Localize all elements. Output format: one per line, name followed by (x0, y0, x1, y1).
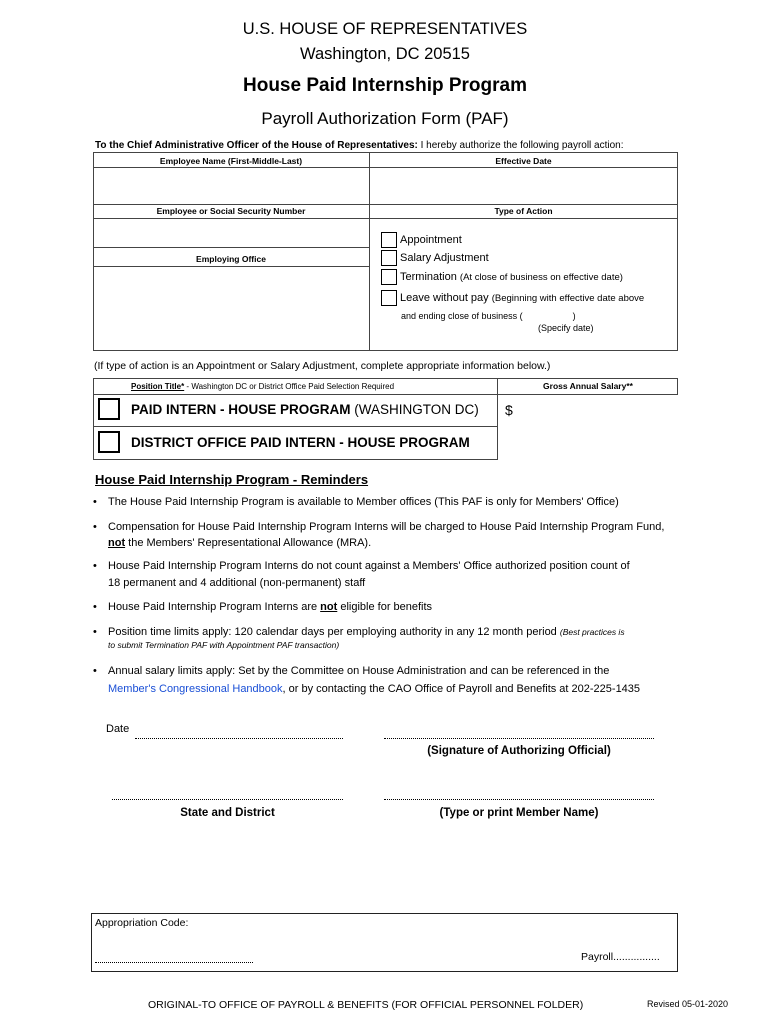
header-line2: Washington, DC 20515 (300, 45, 470, 63)
ssn-field[interactable] (94, 219, 368, 247)
form-title: House Paid Internship Program (243, 75, 527, 96)
reminder-4-text: House Paid Internship Program Interns are (108, 601, 321, 613)
reminder-2: • Compensation for House Paid Internship Program Interns will be charged to House Paid Internship Program Fund, not the Members' Representational Allowance (MRA). (93, 521, 665, 549)
footer-original: ORIGINAL-TO OFFICE OF PAYROLL & BENEFITS (FOR OFFICIAL PERSONNEL FOLDER) (148, 999, 584, 1011)
termination-note: (At close of business on effective date) (459, 272, 623, 283)
reminder-4-not: not (320, 601, 338, 613)
reminder-6: • Annual salary limits apply: Set by the Committee on House Administration and can be referenced in the (93, 665, 610, 677)
reminder-3-line1: House Paid Internship Program Interns do not count against a Members' Office authorized position count of (108, 560, 630, 572)
district-intern-position: DISTRICT OFFICE PAID INTERN - HOUSE PROGRAM (131, 435, 470, 450)
lwop-end-date-line: and ending close of business ( ) (401, 311, 576, 321)
dc-intern-rest: (WASHINGTON DC) (350, 402, 479, 417)
termination-checkbox[interactable] (381, 269, 397, 285)
signature-line[interactable] (384, 738, 654, 739)
reminder-6-line1: Annual salary limits apply: Set by the Committee on House Administration and can be referenced in the (108, 665, 610, 677)
reminder-1-text: The House Paid Internship Program is available to Member offices (This PAF is only for Members' Office) (108, 496, 619, 508)
table-rule (497, 378, 678, 379)
table-rule (93, 459, 498, 460)
state-district-label: State and District (180, 807, 275, 819)
salary-adjustment-checkbox[interactable] (381, 250, 397, 266)
reminder-3: • House Paid Internship Program Interns do not count against a Members' Office authorized position count of (93, 560, 630, 572)
employee-name-label: Employee Name (First-Middle-Last) (159, 156, 303, 166)
intro-text (95, 140, 624, 151)
position-title-header (131, 382, 394, 391)
district-intern-checkbox[interactable] (98, 431, 120, 453)
header-line1: U.S. HOUSE OF REPRESENTATIVES (242, 20, 528, 38)
table-rule (93, 247, 369, 248)
reminder-4-rest: eligible for benefits (337, 601, 433, 613)
reminders-title: House Paid Internship Program - Reminders (95, 472, 369, 487)
lwop-option (400, 292, 644, 304)
action-note: (If type of action is an Appointment or Salary Adjustment, complete appropriate information below.) (94, 360, 551, 372)
employing-office-field[interactable] (94, 267, 368, 350)
handbook-link[interactable]: Member's Congressional Handbook (108, 683, 283, 695)
signature-label: (Signature of Authorizing Official) (427, 745, 611, 757)
type-of-action-label: Type of Action (494, 206, 553, 216)
table-rule (93, 426, 498, 427)
effective-date-field[interactable] (370, 168, 677, 204)
table-rule (93, 394, 678, 395)
termination-option (400, 271, 623, 283)
reminder-2-not: not (108, 537, 126, 549)
reminder-5: • Position time limits apply: 120 calendar days per employing authority in any 12 month period (Best practices is (93, 626, 625, 638)
payroll-label: Payroll................ (581, 951, 660, 963)
date-label: Date (106, 723, 130, 735)
salary-dollar-sign: $ (505, 402, 513, 418)
intro-bold: To the Chief Administrative Officer of the House of Representatives: (95, 140, 418, 151)
position-title-note: - Washington DC or District Office Paid Selection Required (184, 382, 395, 391)
effective-date-label: Effective Date (495, 156, 552, 166)
appointment-checkbox[interactable] (381, 232, 397, 248)
employing-office-label: Employing Office (196, 254, 266, 264)
reminder-4: • House Paid Internship Program Interns are not eligible for benefits (93, 601, 433, 613)
appointment-label: Appointment (400, 234, 462, 246)
table-rule (93, 204, 678, 205)
state-district-line[interactable] (112, 799, 343, 800)
gross-salary-field[interactable] (518, 397, 676, 425)
termination-label: Termination (400, 271, 457, 283)
form-subtitle: Payroll Authorization Form (PAF) (261, 109, 509, 128)
member-name-label: (Type or print Member Name) (439, 807, 599, 819)
intro-rest: I hereby authorize the following payroll action: (417, 140, 624, 151)
salary-adjustment-label: Salary Adjustment (400, 252, 489, 264)
dc-intern-bold: PAID INTERN - HOUSE PROGRAM (131, 402, 351, 417)
reminder-5-note-line2: to submit Termination PAF with Appointment PAF transaction) (108, 640, 340, 650)
reminder-6-line2 (108, 681, 698, 697)
reminder-3-line2: 18 permanent and 4 additional (non-permanent) staff (108, 577, 366, 589)
dc-intern-checkbox[interactable] (98, 398, 120, 420)
footer-revised: Revised 05-01-2020 (647, 999, 729, 1009)
date-line[interactable] (135, 738, 343, 739)
leave-without-pay-checkbox[interactable] (381, 290, 397, 306)
appropriation-code-line[interactable] (95, 962, 253, 963)
reminder-6-rest: , or by contacting the CAO Office of Payroll and Benefits at 202-225-1435 (282, 683, 641, 695)
lwop-note: (Beginning with effective date above (491, 293, 645, 304)
specify-date-label: (Specify date) (538, 323, 594, 333)
reminder-2-text: Compensation for House Paid Internship Program Interns will be charged to House Paid Internship Program Fund, (108, 521, 665, 533)
gross-salary-label: Gross Annual Salary** (543, 381, 633, 391)
reminder-2-rest: the Members' Representational Allowance (MRA). (125, 537, 372, 549)
member-name-line[interactable] (384, 799, 654, 800)
lwop-label: Leave without pay (400, 292, 489, 304)
reminder-1: • The House Paid Internship Program is available to Member offices (This PAF is only for Members' Office) (93, 496, 619, 508)
reminder-5-text: Position time limits apply: 120 calendar days per employing authority in any 12 month period (108, 626, 560, 638)
dc-intern-position (131, 402, 479, 417)
appropriation-label: Appropriation Code: (95, 917, 189, 929)
position-title-label: Position Title* (131, 382, 185, 391)
employee-name-field[interactable] (94, 168, 368, 204)
reminder-5-note: (Best practices is (559, 627, 625, 637)
ssn-label: Employee or Social Security Number (156, 206, 306, 216)
